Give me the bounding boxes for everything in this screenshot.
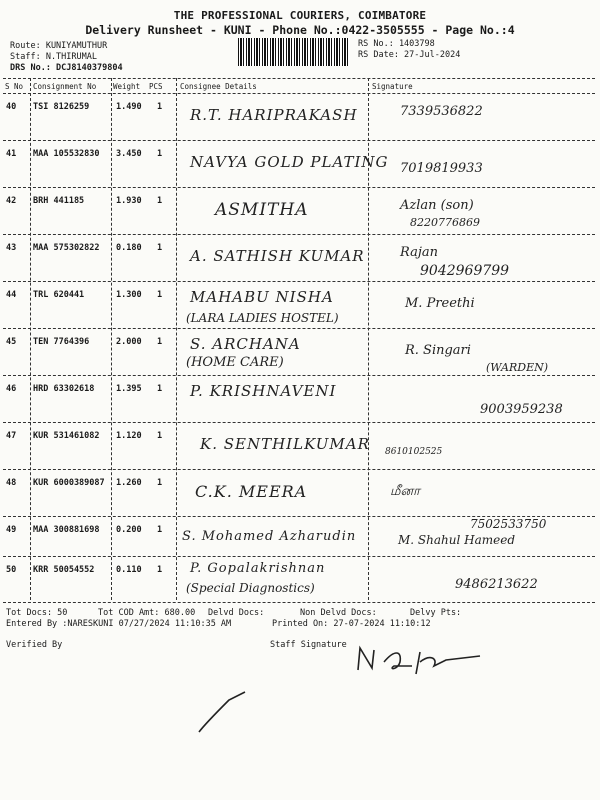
- row-weight: 0.200: [116, 525, 142, 535]
- row-pcs: 1: [157, 478, 163, 488]
- row-pcs: 1: [157, 384, 163, 394]
- consignee-name: S. Mohamed Azharudin: [182, 529, 357, 544]
- entered-by: Entered By :NARESKUNI 07/27/2024 11:10:35 AM: [6, 619, 232, 629]
- consignee-name: S. ARCHANA: [190, 335, 301, 353]
- consignee-detail: (LARA LADIES HOSTEL): [186, 311, 339, 325]
- row-pcs: 1: [157, 565, 163, 575]
- row-pcs: 1: [157, 525, 163, 535]
- row-sno: 41: [6, 149, 17, 159]
- row-sno: 44: [6, 290, 17, 300]
- receiver-note: 8220776869: [410, 216, 480, 229]
- row-weight: 1.260: [116, 478, 142, 488]
- consignee-name: P. Gopalakrishnan: [190, 561, 326, 576]
- col-header-sno: S No: [5, 82, 24, 91]
- row-consignment: MAA 575302822: [33, 243, 100, 253]
- col-header-pcs: PCS: [149, 82, 163, 91]
- consignee-name: NAVYA GOLD PLATING: [190, 153, 389, 171]
- row-consignment: TRL 620441: [33, 290, 85, 300]
- consignee-name: P. KRISHNAVENI: [190, 382, 337, 400]
- row-consignment: MAA 300881698: [33, 525, 100, 535]
- row-sno: 46: [6, 384, 17, 394]
- table-top-rule: [3, 78, 595, 79]
- row-consignment: HRD 63302618: [33, 384, 95, 394]
- row-consignment: KUR 531461082: [33, 431, 100, 441]
- row-pcs: 1: [157, 196, 163, 206]
- row-consignment: TSI 8126259: [33, 102, 90, 112]
- row-weight: 1.120: [116, 431, 142, 441]
- receiver-signature: R. Singari: [405, 343, 471, 358]
- table-bottom-rule: [3, 602, 595, 603]
- receiver-signature: மீனா: [390, 484, 420, 499]
- non-delivered-docs: Non Delvd Docs:: [300, 608, 377, 618]
- row-consignment: KUR 6000389087: [33, 478, 105, 488]
- barcode: [238, 38, 350, 66]
- receiver-note: (WARDEN): [486, 361, 549, 374]
- consignee-name: ASMITHA: [215, 200, 309, 220]
- drs-number: DRS No.: DCJ8140379804: [10, 63, 123, 73]
- receiver-signature: Azlan (son): [400, 198, 474, 213]
- row-sno: 42: [6, 196, 17, 206]
- row-consignment: KRR 50054552: [33, 565, 95, 575]
- row-sno: 47: [6, 431, 17, 441]
- receiver-signature: 8610102525: [385, 447, 443, 457]
- total-cod-amount: Tot COD Amt: 680.00: [98, 608, 196, 618]
- col-header-signature: Signature: [372, 82, 413, 91]
- delivery-points: Delvy Pts:: [410, 608, 462, 618]
- row-weight: 0.180: [116, 243, 142, 253]
- company-title: THE PROFESSIONAL COURIERS, COIMBATORE: [173, 9, 427, 22]
- rs-date: RS Date: 27-Jul-2024: [358, 50, 461, 60]
- verification-tick-mark: [195, 690, 255, 740]
- receiver-note: M. Shahul Hameed: [398, 533, 516, 547]
- consignee-detail: (HOME CARE): [186, 355, 284, 370]
- row-consignment: BRH 441185: [33, 196, 85, 206]
- receiver-signature: M. Preethi: [405, 296, 475, 311]
- row-weight: 1.930: [116, 196, 142, 206]
- receiver-signature: 7502533750: [470, 517, 547, 531]
- total-docs: Tot Docs: 50: [6, 608, 68, 618]
- col-header-consignee: Consignee Details: [180, 82, 257, 91]
- receiver-signature: 9486213622: [455, 577, 538, 592]
- row-sno: 43: [6, 243, 17, 253]
- row-weight: 1.300: [116, 290, 142, 300]
- row-weight: 0.110: [116, 565, 142, 575]
- row-weight: 3.450: [116, 149, 142, 159]
- consignee-name: MAHABU NISHA: [190, 288, 334, 306]
- staff-signature-mark: [350, 640, 510, 680]
- col-header-weight: Weight: [113, 82, 141, 91]
- row-weight: 2.000: [116, 337, 142, 347]
- consignee-name: A. SATHISH KUMAR: [190, 247, 365, 265]
- row-pcs: 1: [157, 243, 163, 253]
- runsheet-title: Delivery Runsheet - KUNI - Phone No.:0422-3505555 - Page No.:4: [85, 23, 515, 37]
- receiver-note: 9042969799: [420, 263, 510, 279]
- receiver-signature: 9003959238: [480, 402, 563, 417]
- row-weight: 1.395: [116, 384, 142, 394]
- row-sno: 49: [6, 525, 17, 535]
- row-pcs: 1: [157, 431, 163, 441]
- row-weight: 1.490: [116, 102, 142, 112]
- rs-number: RS No.: 1403798: [358, 39, 435, 49]
- row-sno: 40: [6, 102, 17, 112]
- delivered-docs: Delvd Docs:: [208, 608, 265, 618]
- consignee-name: K. SENTHILKUMAR: [200, 435, 370, 453]
- row-sno: 50: [6, 565, 17, 575]
- row-sno: 48: [6, 478, 17, 488]
- verified-by-label: Verified By: [6, 640, 63, 650]
- receiver-signature: 7019819933: [400, 161, 483, 176]
- route-label: Route: KUNIYAMUTHUR: [10, 41, 108, 51]
- consignee-name: R.T. HARIPRAKASH: [190, 106, 358, 124]
- row-sno: 45: [6, 337, 17, 347]
- consignee-name: C.K. MEERA: [195, 482, 308, 501]
- staff-label: Staff: N.THIRUMAL: [10, 52, 97, 62]
- row-consignment: MAA 105532830: [33, 149, 100, 159]
- printed-on: Printed On: 27-07-2024 11:10:12: [272, 619, 431, 629]
- staff-signature-label: Staff Signature: [270, 640, 347, 650]
- col-header-consignment: Consignment No: [33, 82, 97, 91]
- row-pcs: 1: [157, 337, 163, 347]
- row-pcs: 1: [157, 102, 163, 112]
- row-consignment: TEN 7764396: [33, 337, 90, 347]
- receiver-signature: Rajan: [400, 245, 438, 260]
- table-row: [0, 557, 600, 601]
- consignee-detail: (Special Diagnostics): [186, 581, 315, 595]
- row-pcs: 1: [157, 290, 163, 300]
- row-pcs: 1: [157, 149, 163, 159]
- receiver-signature: 7339536822: [400, 104, 483, 119]
